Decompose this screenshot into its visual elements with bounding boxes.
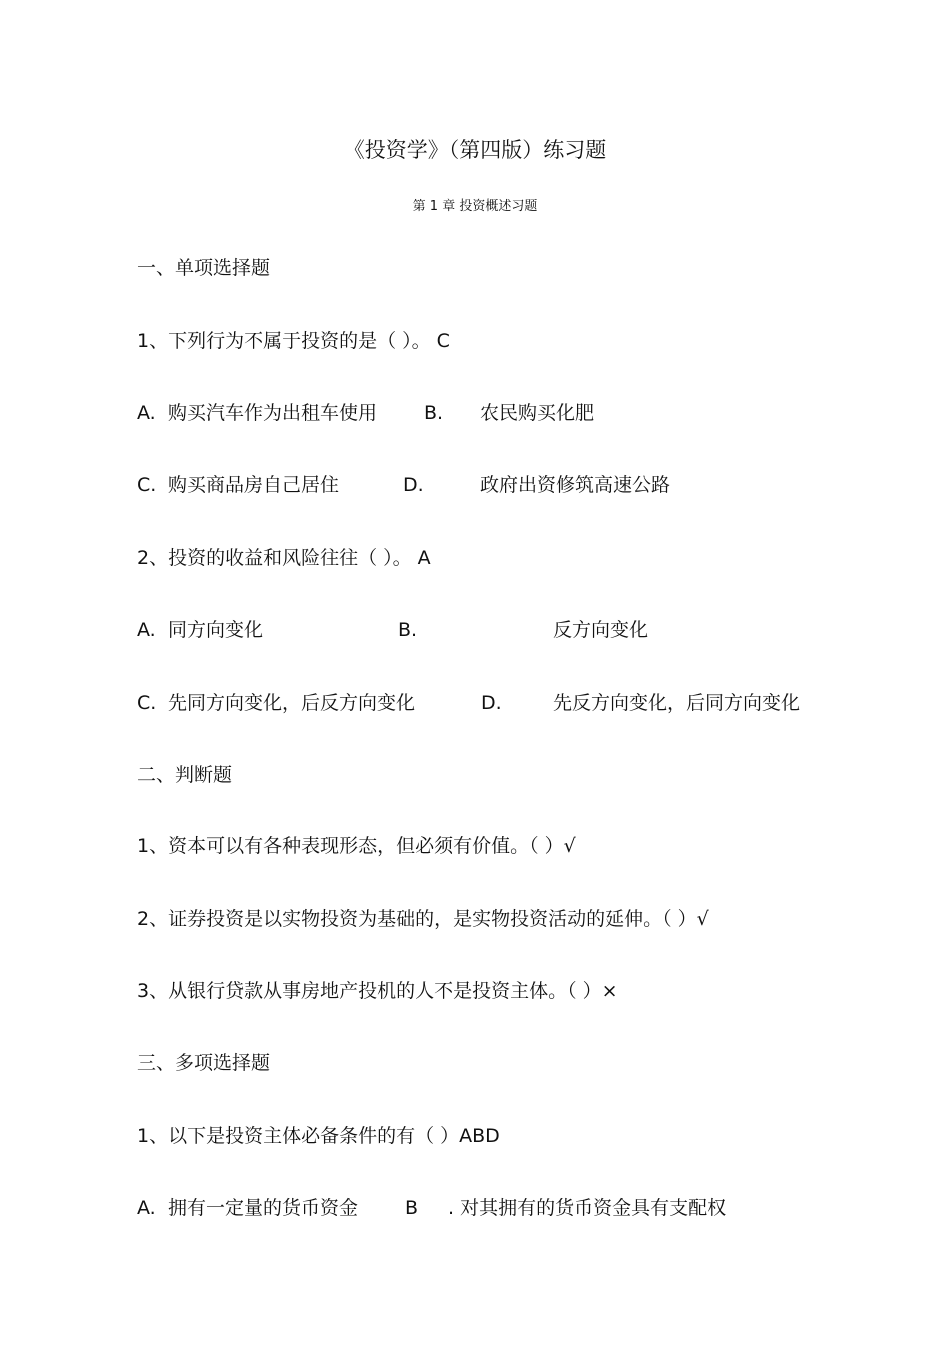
option-text-b: 反方向变化: [553, 619, 649, 641]
document-title: 《投资学》（第四版）练习题: [343, 138, 607, 162]
option-text-d: 先反方向变化，后同方向变化: [553, 692, 801, 714]
section-heading-multiple-choice: 三、多项选择题: [137, 1052, 271, 1074]
option-text-c: 购买商品房自己居住: [168, 474, 340, 496]
question-judgement-3: 3、从银行贷款从事房地产投机的人不是投资主体。（ ）×: [137, 980, 618, 1002]
option-text-b: 农民购买化肥: [480, 402, 595, 424]
option-text-d: 政府出资修筑高速公路: [480, 474, 671, 496]
chapter-heading: 第 1 章 投资概述习题: [412, 199, 538, 214]
option-text-a: 拥有一定量的货币资金: [168, 1197, 359, 1219]
question-single-1: 1、下列行为不属于投资的是（ ）。 C: [137, 330, 450, 352]
question-multiple-1: 1、以下是投资主体必备条件的有（ ）ABD: [137, 1125, 500, 1147]
option-label-a: A.: [137, 402, 156, 424]
question-judgement-2: 2、证券投资是以实物投资为基础的，是实物投资活动的延伸。（ ）√: [137, 908, 709, 930]
option-label-c: C.: [137, 474, 157, 496]
option-text-c: 先同方向变化，后反方向变化: [168, 692, 416, 714]
option-text-b: . 对其拥有的货币资金具有支配权: [448, 1197, 727, 1219]
option-label-a: A.: [137, 1197, 156, 1219]
section-heading-single-choice: 一、单项选择题: [137, 257, 271, 279]
option-label-a: A.: [137, 619, 156, 641]
section-heading-judgement: 二、判断题: [137, 764, 233, 786]
option-label-b: B.: [398, 619, 418, 641]
option-label-b: B.: [424, 402, 444, 424]
question-single-2: 2、投资的收益和风险往往（ ）。 A: [137, 547, 431, 569]
option-text-a: 同方向变化: [168, 619, 264, 641]
option-label-d: D.: [481, 692, 502, 714]
question-judgement-1: 1、资本可以有各种表现形态，但必须有价值。（ ）√: [137, 835, 576, 857]
option-text-a: 购买汽车作为出租车使用: [168, 402, 378, 424]
option-label-d: D.: [403, 474, 424, 496]
option-label-c: C.: [137, 692, 157, 714]
option-label-b: B: [405, 1197, 419, 1219]
